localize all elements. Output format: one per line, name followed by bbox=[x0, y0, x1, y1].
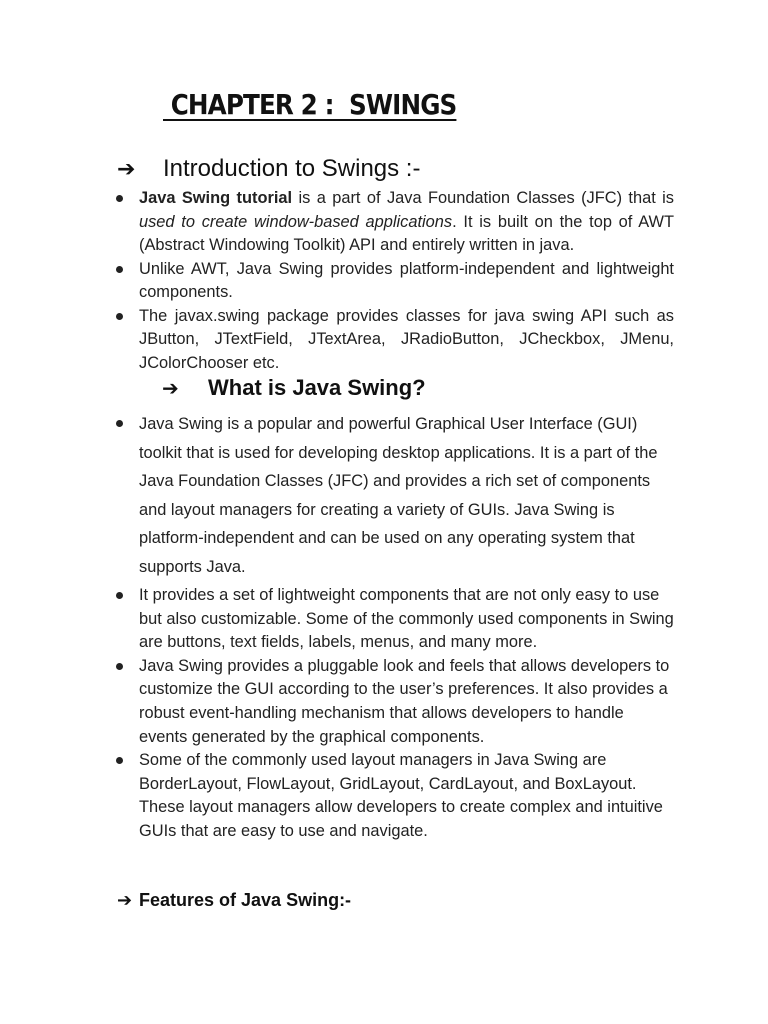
section-heading-features bbox=[117, 890, 351, 911]
list-item: Unlike AWT, Java Swing provides platform-independent and lightweight components. bbox=[0, 258, 674, 305]
bullet-text: is a part of Java Foundation Classes (JFC) that is bbox=[292, 189, 675, 207]
list-item: The javax.swing package provides classes for java swing API such as JButton, JTextField, JTextArea, JRadioButton, JCheckbox, JMenu, JColorChooser etc. bbox=[0, 305, 674, 376]
what-is-swing-bullet-list bbox=[0, 410, 768, 583]
arrow-right-icon: ➔ bbox=[117, 157, 136, 182]
page-title: CHAPTER 2 : SWINGS bbox=[163, 88, 457, 121]
arrow-right-icon: ➔ bbox=[117, 890, 133, 911]
section-heading-label: What is Java Swing? bbox=[208, 375, 426, 400]
bold-term: Java Swing tutorial bbox=[139, 189, 293, 207]
list-item: Java Swing provides a pluggable look and feels that allows developers to customize the GUI according to the user’s preferences. It also provides a robust event-handling mechanism that allows developers to handle events generated by the graphical components. bbox=[0, 655, 674, 749]
bullet-text: . It is built on the top of AWT (Abstract Windowing Toolkit) API and entirely written in java. bbox=[139, 212, 674, 254]
section-heading-label: Introduction to Swings :- bbox=[163, 155, 421, 182]
what-is-swing-bullet-list-continued bbox=[0, 584, 768, 844]
arrow-right-icon: ➔ bbox=[162, 376, 179, 400]
section-heading-what-is-java-swing bbox=[162, 375, 426, 401]
italic-phrase: used to create window-based applications bbox=[139, 212, 453, 231]
section-heading-label: Features of Java Swing:- bbox=[139, 890, 352, 910]
list-item: Java Swing is a popular and powerful Graphical User Interface (GUI) toolkit that is used for developing desktop applications. It is a part of the Java Foundation Classes (JFC) and provides a rich set of components and layout managers for creating a variety of GUIs. Java Swing is platform-independent and can be used on any operating system that supports Java. bbox=[0, 410, 674, 581]
list-item bbox=[0, 187, 674, 258]
introduction-bullet-list bbox=[0, 187, 768, 375]
list-item: It provides a set of lightweight components that are not only easy to use but also customizable. Some of the commonly used components in Swing are buttons, text fields, labels, menus, and many more. bbox=[0, 584, 674, 655]
list-item: Some of the commonly used layout managers in Java Swing are BorderLayout, FlowLayout, GridLayout, CardLayout, and BoxLayout. These layout managers allow developers to create complex and intuitive GUIs that are easy to use and navigate. bbox=[0, 749, 674, 843]
section-heading-introduction bbox=[117, 155, 420, 183]
